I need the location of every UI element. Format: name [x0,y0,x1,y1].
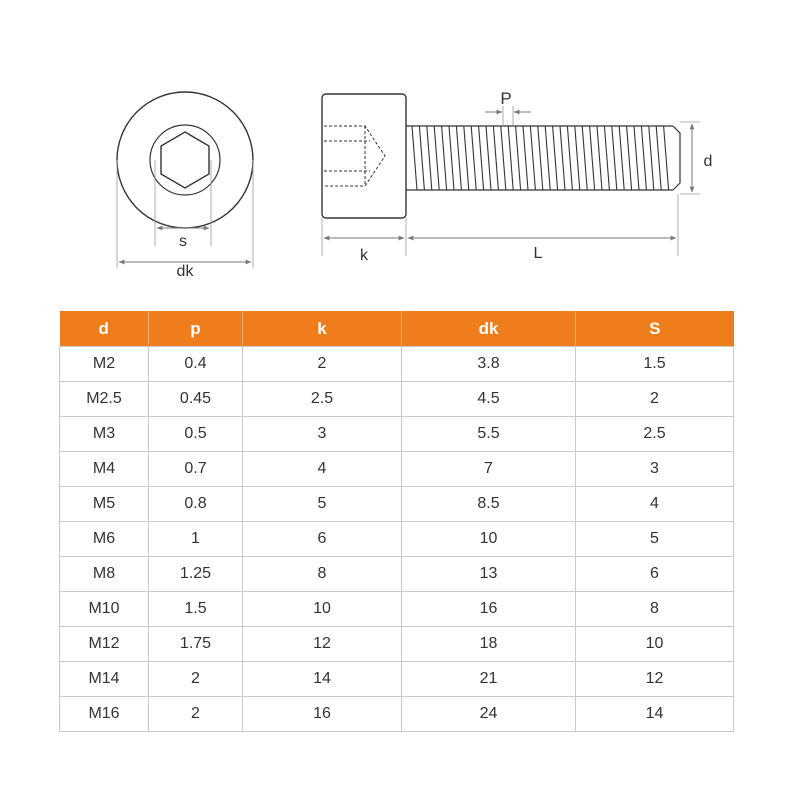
cell-p: 2 [149,697,243,732]
cell-dk: 24 [402,697,576,732]
cell-k: 10 [243,592,402,627]
cell-s: 8 [576,592,734,627]
table-row [60,382,734,417]
cell-d: M2 [60,347,149,382]
label-p: P [500,89,512,108]
cell-k: 2 [243,347,402,382]
cell-dk: 5.5 [402,417,576,452]
cell-k: 14 [243,662,402,697]
cell-k: 6 [243,522,402,557]
cell-s: 6 [576,557,734,592]
header-k: k [243,311,402,347]
cell-dk: 16 [402,592,576,627]
cell-d: M14 [60,662,149,697]
cell-dk: 4.5 [402,382,576,417]
label-dk: dk [176,263,194,280]
cell-s: 1.5 [576,347,734,382]
hex-socket [161,132,209,188]
cell-k: 16 [243,697,402,732]
cell-s: 10 [576,627,734,662]
cell-d: M4 [60,452,149,487]
thread-lines [412,126,669,190]
cell-k: 3 [243,417,402,452]
cell-d: M6 [60,522,149,557]
label-k: k [360,247,368,264]
table-row [60,557,734,592]
cell-k: 12 [243,627,402,662]
screw-head [322,94,406,218]
table-row [60,522,734,557]
cell-dk: 13 [402,557,576,592]
cell-s: 12 [576,662,734,697]
cell-p: 0.8 [149,487,243,522]
label-d: d [703,153,713,170]
screw-dimension-diagram [0,0,800,300]
cell-d: M2.5 [60,382,149,417]
table-row [60,452,734,487]
table-row [60,662,734,697]
cell-p: 0.4 [149,347,243,382]
cell-s: 3 [576,452,734,487]
table-header-row [60,311,734,347]
cell-p: 1.5 [149,592,243,627]
label-s: s [179,233,187,250]
cell-k: 2.5 [243,382,402,417]
cell-dk: 18 [402,627,576,662]
cell-s: 2.5 [576,417,734,452]
cell-dk: 3.8 [402,347,576,382]
cell-p: 2 [149,662,243,697]
cell-p: 1 [149,522,243,557]
screw-side-view [322,94,680,218]
cell-d: M8 [60,557,149,592]
cell-p: 0.7 [149,452,243,487]
cell-p: 1.25 [149,557,243,592]
cell-s: 2 [576,382,734,417]
cell-d: M12 [60,627,149,662]
cell-d: M10 [60,592,149,627]
cell-dk: 8.5 [402,487,576,522]
table-row [60,487,734,522]
table-row [60,417,734,452]
cell-s: 4 [576,487,734,522]
table-row [60,627,734,662]
cell-p: 0.45 [149,382,243,417]
header-dk: dk [402,311,576,347]
cell-s: 14 [576,697,734,732]
cell-p: 0.5 [149,417,243,452]
cell-d: M16 [60,697,149,732]
table-row [60,347,734,382]
cell-k: 8 [243,557,402,592]
screw-spec-table [59,311,734,732]
header-p: p [149,311,243,347]
cell-s: 5 [576,522,734,557]
table-row [60,697,734,732]
header-s: S [576,311,734,347]
cell-d: M5 [60,487,149,522]
cell-dk: 10 [402,522,576,557]
cell-dk: 21 [402,662,576,697]
cell-dk: 7 [402,452,576,487]
header-d: d [60,311,149,347]
cell-d: M3 [60,417,149,452]
cell-k: 4 [243,452,402,487]
label-l: L [533,245,543,262]
cell-k: 5 [243,487,402,522]
table-row [60,592,734,627]
cell-p: 1.75 [149,627,243,662]
